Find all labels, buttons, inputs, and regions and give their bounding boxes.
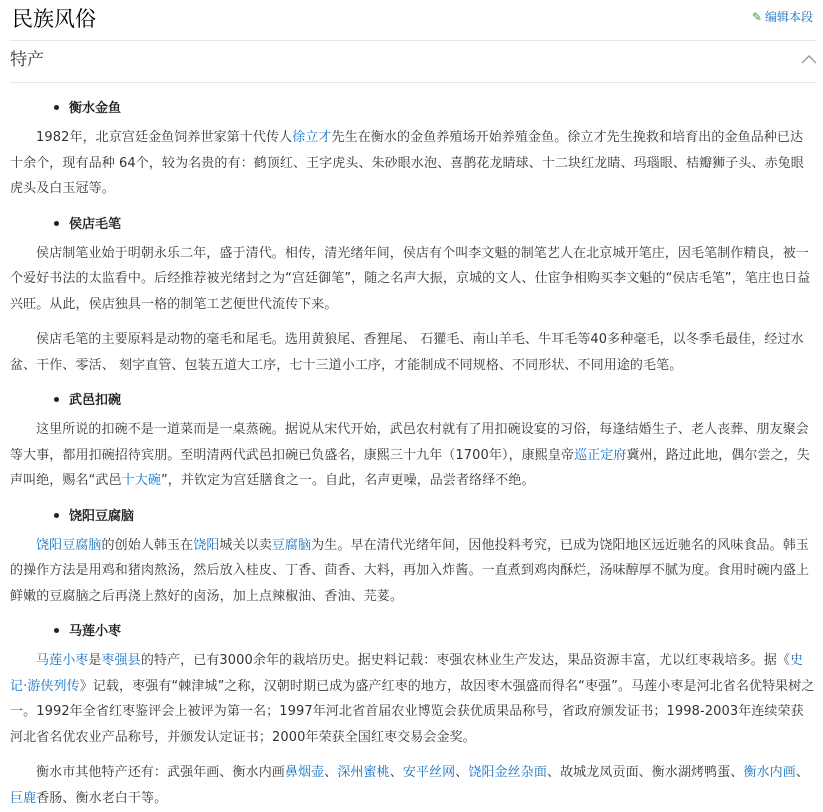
item-title-text: 武邑扣碗 (69, 393, 122, 408)
text-run: 1982年，北京宫廷金鱼饲养世家第十代传人 (36, 130, 293, 145)
inline-link[interactable]: 巨鹿 (10, 790, 37, 806)
bullet-icon (54, 628, 59, 633)
text-run: 、故城龙凤贡面、衡水湖烤鸭蛋、 (546, 765, 744, 780)
inline-link[interactable]: 饶阳金丝杂面 (468, 765, 547, 780)
paragraph (10, 648, 816, 750)
text-run: 侯店制笔业始于明朝永乐二年，盛于清代。相传，清光绪年间，侯店有个叫李文魁的制笔艺人在北京城开笔庄，因毛笔制作精良，被一个爱好书法的太监看中。后经推荐被光绪封之为“宫廷御笔”，随之名声大振，京城的文人、仕宦争相购买李文魁的“侯店毛笔”，笔庄也日益兴旺。从此，侯店独具一格的制笔工艺便世代流传下来。 (10, 245, 811, 312)
text-run: 的特产，已有3000余年的栽培历史。据史料记载：枣强农林业生产发达，果品资源丰富，尤以红枣栽培多。据《 (140, 653, 791, 668)
divider (10, 40, 817, 41)
text-run: ”，并钦定为宫廷膳食之一。自此，名声更噪，品尝者络绎不绝。 (160, 473, 535, 488)
item-title (10, 621, 816, 643)
text-run: 城关以卖 (219, 537, 272, 553)
inline-link[interactable]: 深州蜜桃 (337, 765, 390, 780)
section-heading: 民族风俗 (12, 7, 96, 31)
text-run: 、 (324, 765, 338, 780)
text-run: 为生。早在清代光绪年间，因他投料考究，已成为饶阳地区远近驰名的风味食品。韩玉的操作方法是用鸡和猪肉熬汤，然后放入桂皮、丁香、茴香、大料，再加入炸酱。一直煮到鸡肉酥烂，汤味醇厚不腻为度。食用时碗内盛上鲜嫩的豆腐脑之后再浇上熬好的卤汤，加上点辣椒油、香油、芫荽。 (10, 537, 810, 604)
item-title (10, 214, 816, 236)
text-run: 、 (455, 765, 469, 780)
subsection-heading: 特产 (10, 50, 44, 70)
item-title-text: 侯店毛笔 (69, 216, 122, 232)
text-run: 先生在衡水的金鱼养殖场开始养殖金鱼。徐立才先生挽救和培育出的金鱼品种已达十余个，现有品种 64个，较为名贵的有：鹤顶红、王字虎头、朱砂眼水泡、喜鹊花龙睛球、十二块红龙睛、玛瑙眼、桔瓣狮子头、赤兔眼虎头及白玉冠等。 (10, 130, 804, 196)
collapse-toggle[interactable] (799, 52, 819, 66)
paragraph (10, 417, 816, 494)
inline-link[interactable]: 饶阳豆腐脑 (36, 537, 102, 553)
inline-link[interactable]: 衡水内画 (743, 765, 796, 780)
text-run: 香肠、衡水老白干等。 (36, 790, 168, 806)
inline-link[interactable]: 饶阳 (193, 537, 220, 553)
inline-link[interactable]: 安平丝网 (402, 765, 456, 780)
inline-link[interactable]: 十大碗 (121, 473, 161, 488)
edit-section-label: 编辑本段 (764, 10, 813, 24)
item-title (10, 390, 816, 412)
inline-link[interactable]: 枣强县 (101, 653, 141, 668)
chevron-up-icon (799, 52, 819, 66)
text-run: 》记载，枣强有“棘津城”之称，汉朝时期已成为盛产红枣的地方，故因枣木强盛而得名“枣强”。马莲小枣是河北省名优特果树之一。1992年全省红枣鉴评会上被评为第一名；1997年河北省首届农业博览会获优质果品称号，省政府颁发证书；1998-2003年连续荣获河北省名优农业产品称号，并颁发认定证书；2000年荣获全国红枣交易会金奖。 (10, 678, 815, 745)
inline-link[interactable]: 巡正定府 (574, 447, 627, 463)
divider (10, 82, 817, 83)
bullet-icon (54, 513, 59, 518)
edit-section-button[interactable] (752, 8, 813, 26)
paragraph (10, 760, 816, 811)
paragraph (10, 125, 816, 202)
item-title (10, 506, 816, 528)
item-title-text: 马莲小枣 (69, 624, 122, 639)
text-run: 冀州，路过此地，偶尔尝之，失声叫绝，赐名“武邑 (10, 447, 810, 488)
article-content (10, 90, 816, 811)
inline-link[interactable]: 徐立才 (292, 130, 332, 145)
item-title-text: 衡水金鱼 (69, 101, 122, 116)
bullet-icon (54, 105, 59, 110)
inline-link[interactable]: 豆腐脑 (271, 537, 312, 553)
item-title (10, 98, 816, 120)
text-run: 、 (795, 765, 809, 780)
text-run: 的创始人韩玉在 (101, 537, 194, 553)
text-run: 衡水市其他特产还有：武强年画、衡水内画 (36, 765, 285, 780)
bullet-icon (54, 221, 59, 226)
inline-link[interactable]: 鼻烟壶 (284, 765, 325, 780)
bullet-icon (54, 397, 59, 402)
text-run: 是 (88, 653, 102, 668)
text-run: 侯店毛笔的主要原料是动物的毫毛和尾毛。选用黄狼尾、香狸尾、 石獾毛、南山羊毛、牛耳毛等40多种毫毛，以冬季毛最佳，经过水盆、干作、零活、 刻字直管、包装五道大工序，七十三道小工序，才能制成不同规格、不同形状、不同用途的毛笔。 (10, 332, 804, 373)
paragraph (10, 241, 816, 318)
inline-link[interactable]: 史记·游侠列传 (10, 653, 804, 694)
item-title-text: 饶阳豆腐脑 (69, 508, 135, 524)
pencil-icon: ✎ (751, 10, 762, 24)
paragraph (10, 327, 816, 378)
inline-link[interactable]: 马莲小枣 (36, 653, 89, 668)
paragraph (10, 533, 816, 610)
text-run: 这里所说的扣碗不是一道菜而是一桌蒸碗。据说从宋代开始，武邑农村就有了用扣碗设宴的习俗，每逢结婚生子、老人丧葬、朋友聚会等大事，都用扣碗招待宾朋。至明清两代武邑扣碗已负盛名，康熙三十九年（1700年），康熙皇帝 (10, 422, 809, 463)
text-run: 、 (389, 765, 403, 780)
